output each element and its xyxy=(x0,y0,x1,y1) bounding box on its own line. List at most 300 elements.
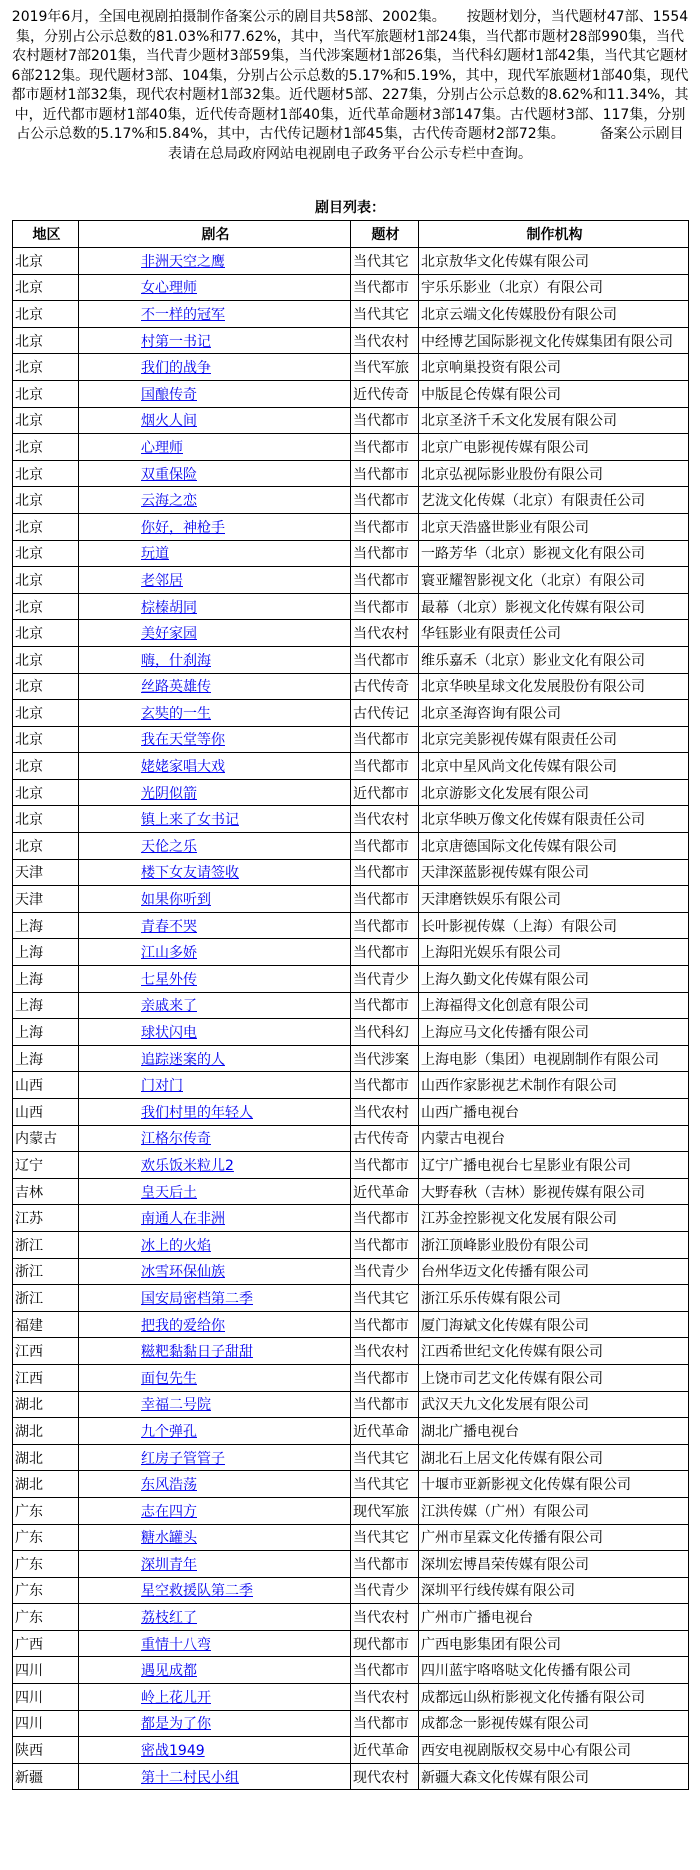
cell-region: 北京 xyxy=(13,513,79,540)
cell-title xyxy=(79,886,351,913)
table-row xyxy=(13,301,689,328)
cell-title xyxy=(79,1231,351,1258)
drama-title-link[interactable]: 我们的战争 xyxy=(141,360,211,377)
cell-title xyxy=(79,1311,351,1338)
cell-region: 广东 xyxy=(13,1524,79,1551)
drama-title-link[interactable]: 光阴似箭 xyxy=(141,785,197,802)
cell-producer: 上海久勤文化传媒有限公司 xyxy=(419,966,689,993)
table-header xyxy=(13,221,689,248)
cell-title xyxy=(79,779,351,806)
cell-genre: 当代都市 xyxy=(351,859,419,886)
cell-genre: 近代革命 xyxy=(351,1737,419,1764)
table-row xyxy=(13,1418,689,1445)
drama-title-link[interactable]: 欢乐饭米粒儿2 xyxy=(141,1157,234,1174)
drama-title-link[interactable]: 幸福二号院 xyxy=(141,1397,211,1414)
cell-producer: 广西电影集团有限公司 xyxy=(419,1630,689,1657)
cell-genre: 当代都市 xyxy=(351,912,419,939)
cell-region: 广东 xyxy=(13,1551,79,1578)
table-row xyxy=(13,806,689,833)
cell-title xyxy=(79,1125,351,1152)
drama-title-link[interactable]: 国酿传奇 xyxy=(141,386,197,403)
table-row xyxy=(13,540,689,567)
table-row xyxy=(13,1524,689,1551)
cell-producer: 北京圣济千禾文化发展有限公司 xyxy=(419,407,689,434)
cell-region: 广东 xyxy=(13,1577,79,1604)
cell-genre: 当代都市 xyxy=(351,1152,419,1179)
cell-region: 湖北 xyxy=(13,1391,79,1418)
cell-producer: 中版昆仑传媒有限公司 xyxy=(419,380,689,407)
cell-title xyxy=(79,1657,351,1684)
cell-title xyxy=(79,354,351,381)
drama-title-link[interactable]: 岭上花儿开 xyxy=(141,1689,211,1706)
cell-region: 四川 xyxy=(13,1657,79,1684)
cell-region: 天津 xyxy=(13,859,79,886)
cell-region: 北京 xyxy=(13,407,79,434)
cell-region: 四川 xyxy=(13,1710,79,1737)
cell-title xyxy=(79,1737,351,1764)
cell-region: 山西 xyxy=(13,1099,79,1126)
table-row xyxy=(13,859,689,886)
cell-region: 北京 xyxy=(13,434,79,461)
cell-producer: 宇乐乐影业（北京）有限公司 xyxy=(419,274,689,301)
cell-producer: 北京中星风尚文化传媒有限公司 xyxy=(419,753,689,780)
cell-region: 江苏 xyxy=(13,1205,79,1232)
table-row xyxy=(13,992,689,1019)
drama-title-link[interactable]: 嗨，什刹海 xyxy=(141,652,211,669)
drama-title-link[interactable]: 遇见成都 xyxy=(141,1663,197,1680)
cell-genre: 当代都市 xyxy=(351,939,419,966)
cell-title xyxy=(79,1045,351,1072)
cell-genre: 当代都市 xyxy=(351,1311,419,1338)
cell-region: 福建 xyxy=(13,1311,79,1338)
drama-title-link[interactable]: 江山多娇 xyxy=(141,945,197,962)
table-row xyxy=(13,1285,689,1312)
cell-producer: 广州市广播电视台 xyxy=(419,1604,689,1631)
cell-genre: 当代农村 xyxy=(351,1604,419,1631)
cell-region: 湖北 xyxy=(13,1471,79,1498)
cell-producer: 维乐嘉禾（北京）影业文化有限公司 xyxy=(419,646,689,673)
cell-producer: 内蒙古电视台 xyxy=(419,1125,689,1152)
drama-title-link[interactable]: 红房子管管子 xyxy=(141,1450,225,1467)
cell-region: 广东 xyxy=(13,1604,79,1631)
intro-paragraph: 2019年6月，全国电视剧拍摄制作备案公示的剧目共58部、2002集。 按题材划分，当代题材47部、1554集，分别占公示总数的81.03%和77.62%，其中，当代军旅题材1部24集，当代都市题材28部990集，当代农村题材7部201集，当代青少题材3部59集，当代涉案题材1部26集，当代科幻题材1部42集，当代其它题材6部212集。现代题材3部、104集，分别占公示总数的5.17%和5.19%，其中，现代军旅题材1部40集，现代都市题材1部32集，现代农村题材1部32集。近代题材5部、227集，分别占公示总数的8.62%和11.34%，其中，近代都市题材1部40集，近代传奇题材1部40集，近代革命题材3部147集。古代题材3部、117集，分别占公示总数的5.17%和5.84%，其中，古代传记题材1部45集，古代传奇题材2部72集。 备案公示剧目表请在总局政府网站电视剧电子政务平台公示专栏中查询。 xyxy=(11,9,689,162)
cell-region: 湖北 xyxy=(13,1444,79,1471)
cell-region: 上海 xyxy=(13,1019,79,1046)
cell-title xyxy=(79,1577,351,1604)
cell-region: 北京 xyxy=(13,460,79,487)
header-genre: 题材 xyxy=(351,221,419,248)
cell-title xyxy=(79,1710,351,1737)
cell-producer: 成都远山纵桁影视文化传播有限公司 xyxy=(419,1684,689,1711)
cell-producer: 艺泷文化传媒（北京）有限责任公司 xyxy=(419,487,689,514)
drama-title-link[interactable]: 深圳青年 xyxy=(141,1556,197,1573)
drama-title-link[interactable]: 云海之恋 xyxy=(141,493,197,510)
table-row xyxy=(13,1099,689,1126)
cell-region: 北京 xyxy=(13,248,79,275)
drama-title-link[interactable]: 都是为了你 xyxy=(141,1716,211,1733)
cell-title xyxy=(79,673,351,700)
drama-title-link[interactable]: 美好家园 xyxy=(141,626,197,643)
cell-genre: 当代都市 xyxy=(351,487,419,514)
table-row xyxy=(13,1497,689,1524)
cell-genre: 古代传记 xyxy=(351,700,419,727)
drama-title-link[interactable]: 心理师 xyxy=(141,439,183,456)
header-region: 地区 xyxy=(13,221,79,248)
table-row xyxy=(13,460,689,487)
table-row xyxy=(13,700,689,727)
cell-producer: 上海阳光娱乐有限公司 xyxy=(419,939,689,966)
cell-producer: 辽宁广播电视台七星影业有限公司 xyxy=(419,1152,689,1179)
cell-genre: 当代都市 xyxy=(351,753,419,780)
cell-title xyxy=(79,513,351,540)
cell-title xyxy=(79,1524,351,1551)
cell-title xyxy=(79,274,351,301)
cell-title xyxy=(79,1019,351,1046)
drama-title-link[interactable]: 楼下女友请签收 xyxy=(141,865,239,882)
table-row xyxy=(13,593,689,620)
cell-genre: 当代都市 xyxy=(351,567,419,594)
cell-title xyxy=(79,1418,351,1445)
cell-genre: 当代都市 xyxy=(351,1657,419,1684)
cell-region: 北京 xyxy=(13,593,79,620)
cell-producer: 天津深蓝影视传媒有限公司 xyxy=(419,859,689,886)
cell-region: 陕西 xyxy=(13,1737,79,1764)
cell-title xyxy=(79,992,351,1019)
cell-region: 北京 xyxy=(13,779,79,806)
table-row xyxy=(13,1551,689,1578)
cell-genre: 当代都市 xyxy=(351,646,419,673)
cell-region: 浙江 xyxy=(13,1258,79,1285)
drama-title-link[interactable]: 村第一书记 xyxy=(141,333,211,350)
table-row xyxy=(13,567,689,594)
drama-title-link[interactable]: 烟火人间 xyxy=(141,413,197,430)
cell-genre: 当代涉案 xyxy=(351,1045,419,1072)
cell-title xyxy=(79,1072,351,1099)
drama-table xyxy=(12,220,689,1790)
table-row xyxy=(13,1657,689,1684)
cell-title xyxy=(79,434,351,461)
cell-title xyxy=(79,1444,351,1471)
cell-title xyxy=(79,726,351,753)
drama-title-link[interactable]: 玩道 xyxy=(141,546,169,563)
cell-title xyxy=(79,1763,351,1790)
cell-genre: 当代军旅 xyxy=(351,354,419,381)
table-row xyxy=(13,1258,689,1285)
cell-title xyxy=(79,646,351,673)
table-row xyxy=(13,1684,689,1711)
cell-producer: 北京游影文化发展有限公司 xyxy=(419,779,689,806)
cell-genre: 当代都市 xyxy=(351,513,419,540)
cell-region: 上海 xyxy=(13,939,79,966)
drama-title-link[interactable]: 丝路英雄传 xyxy=(141,679,211,696)
table-row xyxy=(13,248,689,275)
cell-region: 山西 xyxy=(13,1072,79,1099)
cell-region: 北京 xyxy=(13,274,79,301)
cell-genre: 当代青少 xyxy=(351,1258,419,1285)
cell-title xyxy=(79,380,351,407)
cell-producer: 上饶市司艺文化传媒有限公司 xyxy=(419,1364,689,1391)
cell-genre: 当代都市 xyxy=(351,1205,419,1232)
drama-title-link[interactable]: 双重保险 xyxy=(141,466,197,483)
cell-region: 天津 xyxy=(13,886,79,913)
cell-genre: 现代农村 xyxy=(351,1763,419,1790)
cell-genre: 当代都市 xyxy=(351,1391,419,1418)
cell-producer: 西安电视剧版权交易中心有限公司 xyxy=(419,1737,689,1764)
table-row xyxy=(13,513,689,540)
cell-region: 北京 xyxy=(13,380,79,407)
table-row xyxy=(13,1338,689,1365)
cell-producer: 广州市星霖文化传播有限公司 xyxy=(419,1524,689,1551)
cell-genre: 当代都市 xyxy=(351,833,419,860)
drama-title-link[interactable]: 不一样的冠军 xyxy=(141,306,225,323)
cell-title xyxy=(79,540,351,567)
cell-producer: 山西作家影视艺术制作有限公司 xyxy=(419,1072,689,1099)
cell-genre: 当代都市 xyxy=(351,274,419,301)
cell-producer: 台州华迈文化传播有限公司 xyxy=(419,1258,689,1285)
drama-title-link[interactable]: 糍粑黏黏日子甜甜 xyxy=(141,1344,253,1361)
drama-title-link[interactable]: 老邻居 xyxy=(141,572,183,589)
cell-producer: 北京圣海咨询有限公司 xyxy=(419,700,689,727)
table-row xyxy=(13,327,689,354)
cell-producer: 湖北石上居文化传媒有限公司 xyxy=(419,1444,689,1471)
cell-producer: 浙江顶峰影业股份有限公司 xyxy=(419,1231,689,1258)
cell-title xyxy=(79,1205,351,1232)
table-header-row xyxy=(13,221,689,248)
drama-title-link[interactable]: 球状闪电 xyxy=(141,1025,197,1042)
drama-title-link[interactable]: 天伦之乐 xyxy=(141,838,197,855)
table-row xyxy=(13,1231,689,1258)
cell-genre: 当代其它 xyxy=(351,1285,419,1312)
cell-producer: 最幕（北京）影视文化传媒有限公司 xyxy=(419,593,689,620)
cell-title xyxy=(79,1551,351,1578)
cell-region: 湖北 xyxy=(13,1418,79,1445)
cell-producer: 北京弘视际影业股份有限公司 xyxy=(419,460,689,487)
drama-title-link[interactable]: 糖水罐头 xyxy=(141,1530,197,1547)
drama-title-link[interactable]: 青春不哭 xyxy=(141,918,197,935)
cell-title xyxy=(79,806,351,833)
table-row xyxy=(13,1710,689,1737)
cell-producer: 长叶影视传媒（上海）有限公司 xyxy=(419,912,689,939)
cell-region: 北京 xyxy=(13,540,79,567)
table-row xyxy=(13,1604,689,1631)
intro-text-block xyxy=(0,0,700,192)
cell-title xyxy=(79,567,351,594)
table-row xyxy=(13,886,689,913)
drama-title-link[interactable]: 志在四方 xyxy=(141,1503,197,1520)
drama-title-link[interactable]: 南通人在非洲 xyxy=(141,1211,225,1228)
table-row xyxy=(13,620,689,647)
cell-region: 北京 xyxy=(13,806,79,833)
cell-region: 上海 xyxy=(13,992,79,1019)
cell-region: 北京 xyxy=(13,646,79,673)
drama-title-link[interactable]: 亲戚来了 xyxy=(141,998,197,1015)
cell-title xyxy=(79,620,351,647)
cell-producer: 一路芳华（北京）影视文化有限公司 xyxy=(419,540,689,567)
table-row xyxy=(13,912,689,939)
cell-title xyxy=(79,859,351,886)
cell-genre: 当代农村 xyxy=(351,806,419,833)
cell-genre: 近代革命 xyxy=(351,1178,419,1205)
cell-genre: 当代都市 xyxy=(351,1231,419,1258)
cell-producer: 深圳宏博昌荣传媒有限公司 xyxy=(419,1551,689,1578)
drama-title-link[interactable]: 面包先生 xyxy=(141,1370,197,1387)
table-row xyxy=(13,833,689,860)
cell-genre: 当代其它 xyxy=(351,1471,419,1498)
drama-title-link[interactable]: 门对门 xyxy=(141,1078,183,1095)
cell-producer: 浙江乐乐传媒有限公司 xyxy=(419,1285,689,1312)
cell-region: 江西 xyxy=(13,1338,79,1365)
cell-producer: 北京广电影视传媒有限公司 xyxy=(419,434,689,461)
cell-title xyxy=(79,1338,351,1365)
table-row xyxy=(13,673,689,700)
table-row xyxy=(13,1072,689,1099)
cell-genre: 当代都市 xyxy=(351,434,419,461)
cell-region: 内蒙古 xyxy=(13,1125,79,1152)
drama-title-link[interactable]: 国安局密档第二季 xyxy=(141,1290,253,1307)
table-row xyxy=(13,753,689,780)
cell-title xyxy=(79,407,351,434)
table-row xyxy=(13,354,689,381)
drama-title-link[interactable]: 密战1949 xyxy=(141,1743,205,1760)
cell-title xyxy=(79,1684,351,1711)
cell-title xyxy=(79,460,351,487)
cell-producer: 华钰影业有限责任公司 xyxy=(419,620,689,647)
drama-title-link[interactable]: 荔枝红了 xyxy=(141,1610,197,1627)
drama-title-link[interactable]: 非洲天空之鹰 xyxy=(141,253,225,270)
cell-genre: 现代都市 xyxy=(351,1630,419,1657)
drama-title-link[interactable]: 追踪迷案的人 xyxy=(141,1051,225,1068)
cell-region: 浙江 xyxy=(13,1285,79,1312)
table-row xyxy=(13,1577,689,1604)
drama-title-link[interactable]: 冰上的火焰 xyxy=(141,1237,211,1254)
cell-region: 吉林 xyxy=(13,1178,79,1205)
cell-producer: 北京唐德国际文化传媒有限公司 xyxy=(419,833,689,860)
cell-title xyxy=(79,1285,351,1312)
cell-producer: 上海福得文化创意有限公司 xyxy=(419,992,689,1019)
cell-genre: 当代都市 xyxy=(351,1072,419,1099)
drama-title-link[interactable]: 如果你听到 xyxy=(141,892,211,909)
cell-genre: 近代都市 xyxy=(351,779,419,806)
cell-title xyxy=(79,248,351,275)
drama-title-link[interactable]: 皇天后土 xyxy=(141,1184,197,1201)
drama-title-link[interactable]: 玄奘的一生 xyxy=(141,705,211,722)
table-row xyxy=(13,434,689,461)
cell-title xyxy=(79,753,351,780)
drama-title-link[interactable]: 七星外传 xyxy=(141,971,197,988)
cell-genre: 当代都市 xyxy=(351,593,419,620)
header-title: 剧名 xyxy=(79,221,351,248)
cell-producer: 中经博艺国际影视文化传媒集团有限公司 xyxy=(419,327,689,354)
cell-producer: 江苏金控影视文化发展有限公司 xyxy=(419,1205,689,1232)
cell-producer: 成都念一影视传媒有限公司 xyxy=(419,1710,689,1737)
cell-producer: 新疆大森文化传媒有限公司 xyxy=(419,1763,689,1790)
cell-genre: 当代农村 xyxy=(351,1099,419,1126)
cell-title xyxy=(79,912,351,939)
cell-producer: 北京敖华文化传媒有限公司 xyxy=(419,248,689,275)
drama-title-link[interactable]: 我在天堂等你 xyxy=(141,732,225,749)
table-row xyxy=(13,966,689,993)
table-row xyxy=(13,646,689,673)
drama-title-link[interactable]: 我们村里的年轻人 xyxy=(141,1104,253,1121)
drama-title-link[interactable]: 把我的爱给你 xyxy=(141,1317,225,1334)
table-row xyxy=(13,1152,689,1179)
cell-genre: 当代都市 xyxy=(351,1710,419,1737)
table-row xyxy=(13,1019,689,1046)
cell-producer: 北京天浩盛世影业有限公司 xyxy=(419,513,689,540)
cell-region: 北京 xyxy=(13,753,79,780)
table-row xyxy=(13,1205,689,1232)
cell-region: 北京 xyxy=(13,567,79,594)
drama-title-link[interactable]: 江格尔传奇 xyxy=(141,1131,211,1148)
cell-region: 北京 xyxy=(13,673,79,700)
drama-title-link[interactable]: 棕榛胡同 xyxy=(141,599,197,616)
drama-title-link[interactable]: 冰雪环保仙族 xyxy=(141,1264,225,1281)
cell-region: 浙江 xyxy=(13,1231,79,1258)
cell-title xyxy=(79,1364,351,1391)
cell-title xyxy=(79,327,351,354)
table-row xyxy=(13,1311,689,1338)
cell-title xyxy=(79,1099,351,1126)
list-title: 剧目列表： xyxy=(315,200,385,216)
drama-title-link[interactable]: 重情十八弯 xyxy=(141,1636,211,1653)
cell-region: 上海 xyxy=(13,1045,79,1072)
cell-genre: 当代其它 xyxy=(351,1524,419,1551)
table-row xyxy=(13,1178,689,1205)
cell-genre: 当代都市 xyxy=(351,460,419,487)
cell-producer: 北京华映万像文化传媒有限责任公司 xyxy=(419,806,689,833)
cell-genre: 现代军旅 xyxy=(351,1497,419,1524)
cell-title xyxy=(79,700,351,727)
drama-title-link[interactable]: 九个弹孔 xyxy=(141,1423,197,1440)
drama-title-link[interactable]: 姥姥家唱大戏 xyxy=(141,759,225,776)
cell-producer: 天津磨铁娱乐有限公司 xyxy=(419,886,689,913)
table-row xyxy=(13,1444,689,1471)
drama-title-link[interactable]: 东风浩荡 xyxy=(141,1477,197,1494)
table-row xyxy=(13,1125,689,1152)
cell-title xyxy=(79,1471,351,1498)
header-producer: 制作机构 xyxy=(419,221,689,248)
cell-genre: 当代其它 xyxy=(351,1444,419,1471)
cell-title xyxy=(79,1178,351,1205)
cell-genre: 当代都市 xyxy=(351,886,419,913)
drama-title-link[interactable]: 星空救援队第二季 xyxy=(141,1583,253,1600)
cell-title xyxy=(79,939,351,966)
cell-region: 北京 xyxy=(13,833,79,860)
table-row xyxy=(13,274,689,301)
cell-region: 新疆 xyxy=(13,1763,79,1790)
cell-region: 北京 xyxy=(13,726,79,753)
drama-title-link[interactable]: 第十二村民小组 xyxy=(141,1769,239,1786)
cell-producer: 十堰市亚新影视文化传媒有限公司 xyxy=(419,1471,689,1498)
drama-title-link[interactable]: 你好，神枪手 xyxy=(141,519,225,536)
cell-producer: 北京云端文化传媒股份有限公司 xyxy=(419,301,689,328)
table-row xyxy=(13,779,689,806)
cell-producer: 大野春秋（吉林）影视传媒有限公司 xyxy=(419,1178,689,1205)
drama-title-link[interactable]: 镇上来了女书记 xyxy=(141,812,239,829)
cell-region: 广西 xyxy=(13,1630,79,1657)
cell-genre: 当代其它 xyxy=(351,301,419,328)
drama-title-link[interactable]: 女心理师 xyxy=(141,280,197,297)
cell-genre: 当代农村 xyxy=(351,327,419,354)
cell-title xyxy=(79,1258,351,1285)
cell-region: 北京 xyxy=(13,487,79,514)
table-row xyxy=(13,1391,689,1418)
cell-producer: 四川蓝宇咯咯哒文化传播有限公司 xyxy=(419,1657,689,1684)
cell-region: 北京 xyxy=(13,700,79,727)
cell-producer: 武汉天九文化发展有限公司 xyxy=(419,1391,689,1418)
cell-region: 江西 xyxy=(13,1364,79,1391)
cell-genre: 当代都市 xyxy=(351,1364,419,1391)
